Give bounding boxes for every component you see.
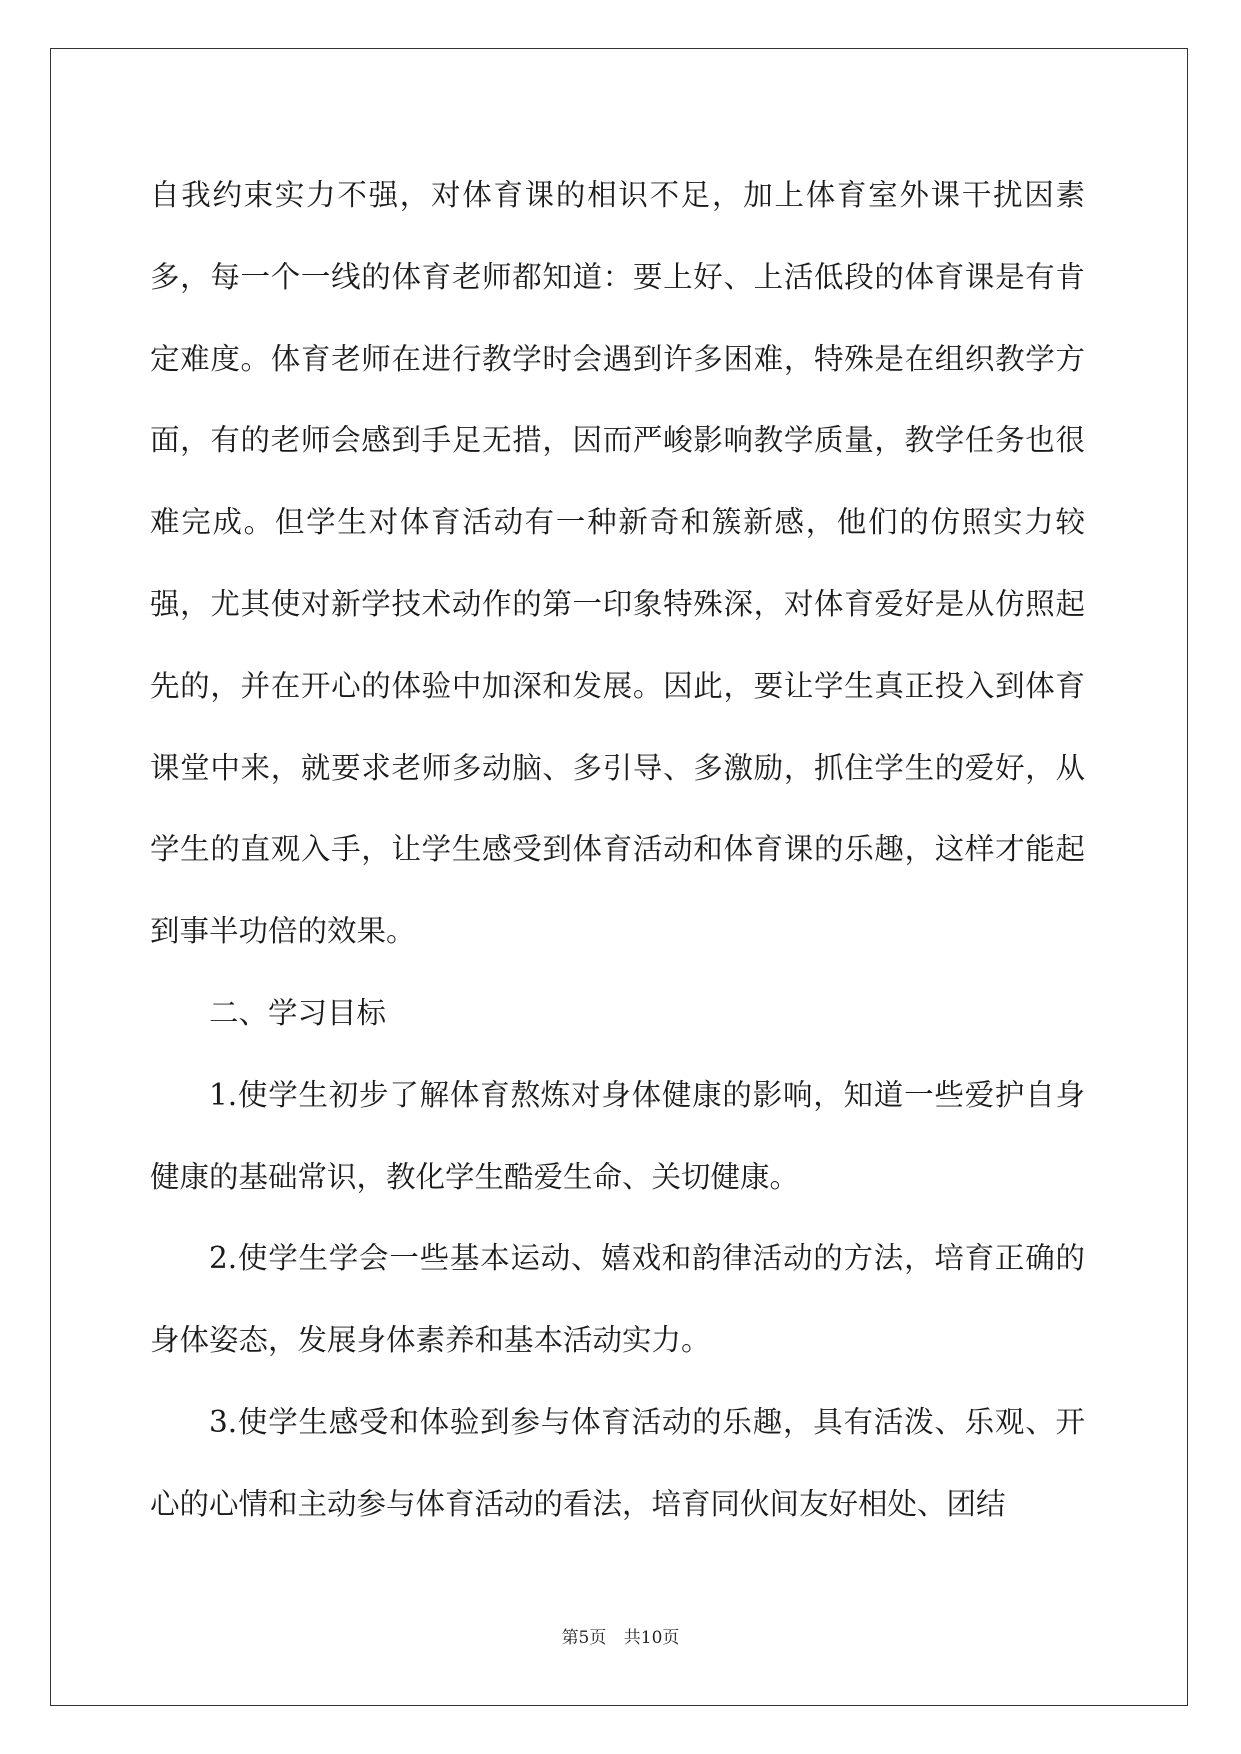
section-heading: 二、学习目标 <box>209 995 387 1030</box>
page-footer <box>0 1623 1241 1648</box>
paragraph: 3.使学生感受和体验到参与体育活动的乐趣，具有活泼、乐观、开心的心情和主动参与体育活动的看法，培育同伙间友好相处、团结 <box>150 1404 1085 1521</box>
document-body <box>150 155 1085 1546</box>
paragraph: 自我约束实力不强，对体育课的相识不足，加上体育室外课干扰因素多，每一个一线的体育老师都知道：要上好、上活低段的体育课是有肯定难度。体育老师在进行教学时会遇到许多困难，特殊是在组织教学方面，有的老师会感到手足无措，因而严峻影响教学质量，教学任务也很难完成。但学生对体育活动有一种新奇和簇新感，他们的仿照实力较强，尤其使对新学技术动作的第一印象特殊深，对体育爱好是从仿照起先的，并在开心的体验中加深和发展。因此，要让学生真正投入到体育课堂中来，就要求老师多动脑、多引导、多激励，抓住学生的爱好，从学生的直观入手，让学生感受到体育活动和体育课的乐趣，这样才能起到事半功倍的效果。 <box>150 178 1085 949</box>
page-number: 第5页 <box>561 1628 607 1648</box>
paragraph: 1.使学生初步了解体育熬炼对身体健康的影响，知道一些爱护自身健康的基础常识，教化学生酷爱生命、关切健康。 <box>150 1077 1085 1194</box>
page-total: 共10页 <box>623 1628 680 1648</box>
paragraph: 2.使学生学会一些基本运动、嬉戏和韵律活动的方法，培育正确的身体姿态，发展身体素养和基本活动实力。 <box>150 1241 1085 1358</box>
